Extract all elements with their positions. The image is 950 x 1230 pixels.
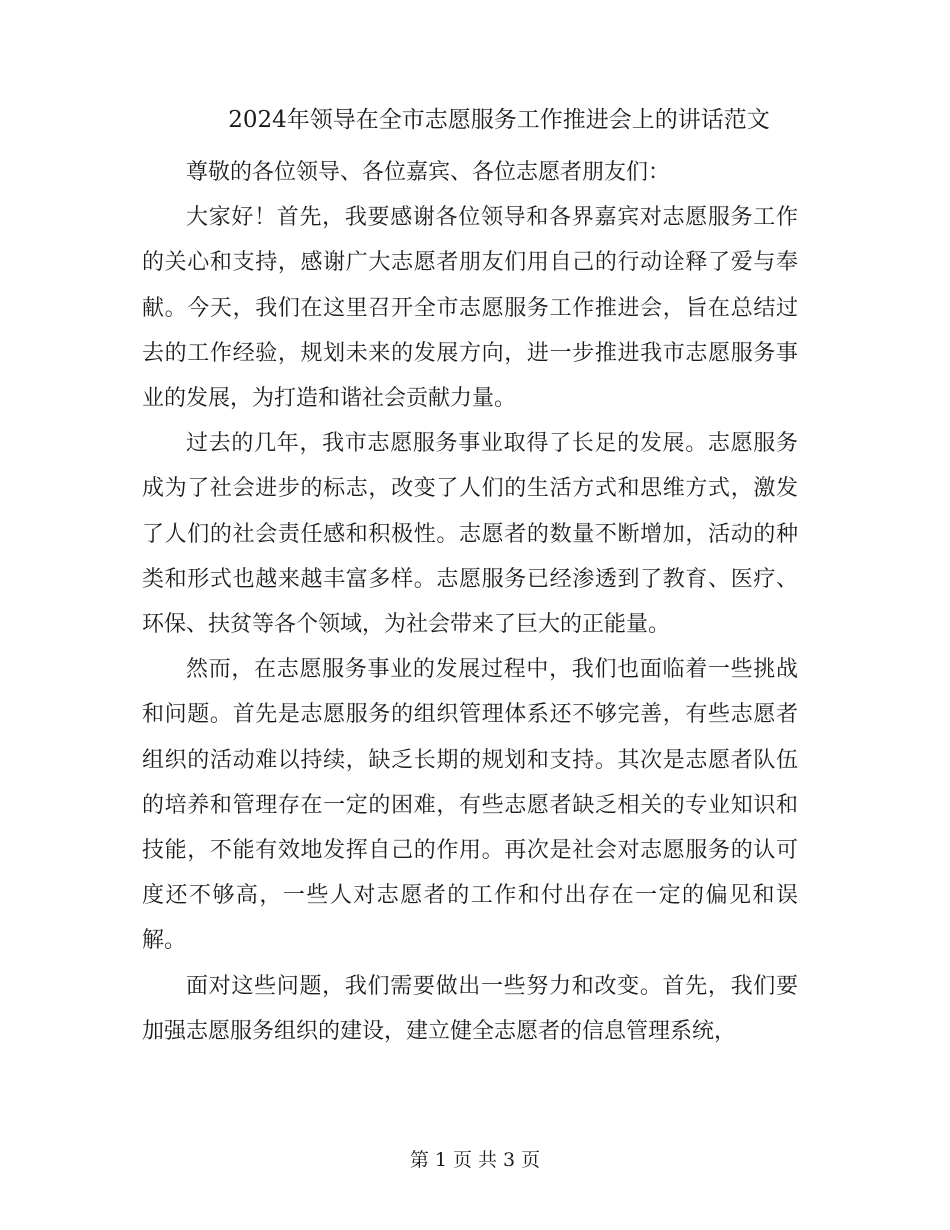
- body-paragraph: 面对这些问题，我们需要做出一些努力和改变。首先，我们要加强志愿服务组织的建设，建立健全志愿者的信息管理系统，: [142, 973, 798, 1044]
- body-paragraph: 大家好！首先，我要感谢各位领导和各界嘉宾对志愿服务工作的关心和支持，感谢广大志愿者朋友们用自己的行动诠释了爱与奉献。今天，我们在这里召开全市志愿服务工作推进会，旨在总结过去的工作经验，规划未来的发展方向，进一步推进我市志愿服务事业的发展，为打造和谐社会贡献力量。: [142, 205, 798, 412]
- body-paragraph: 过去的几年，我市志愿服务事业取得了长足的发展。志愿服务成为了社会进步的标志，改变了人们的生活方式和思维方式，激发了人们的社会责任感和积极性。志愿者的数量不断增加，活动的种类和形式也越来越丰富多样。志愿服务已经渗透到了教育、医疗、环保、扶贫等各个领域，为社会带来了巨大的正能量。: [142, 431, 798, 638]
- salutation-paragraph: 尊敬的各位领导、各位嘉宾、各位志愿者朋友们：: [186, 160, 671, 185]
- body-paragraph: 然而，在志愿服务事业的发展过程中，我们也面临着一些挑战和问题。首先是志愿服务的组织管理体系还不够完善，有些志愿者组织的活动难以持续，缺乏长期的规划和支持。其次是志愿者队伍的培养和管理存在一定的困难，有些志愿者缺乏相关的专业知识和技能，不能有效地发挥自己的作用。再次是社会对志愿服务的认可度还不够高，一些人对志愿者的工作和付出存在一定的偏见和误解。: [142, 657, 798, 954]
- document-body: [142, 150, 798, 1054]
- document-title: 2024年领导在全市志愿服务工作推进会上的讲话范文: [228, 107, 770, 133]
- page-footer: 第 1 页 共 3 页: [409, 1149, 541, 1171]
